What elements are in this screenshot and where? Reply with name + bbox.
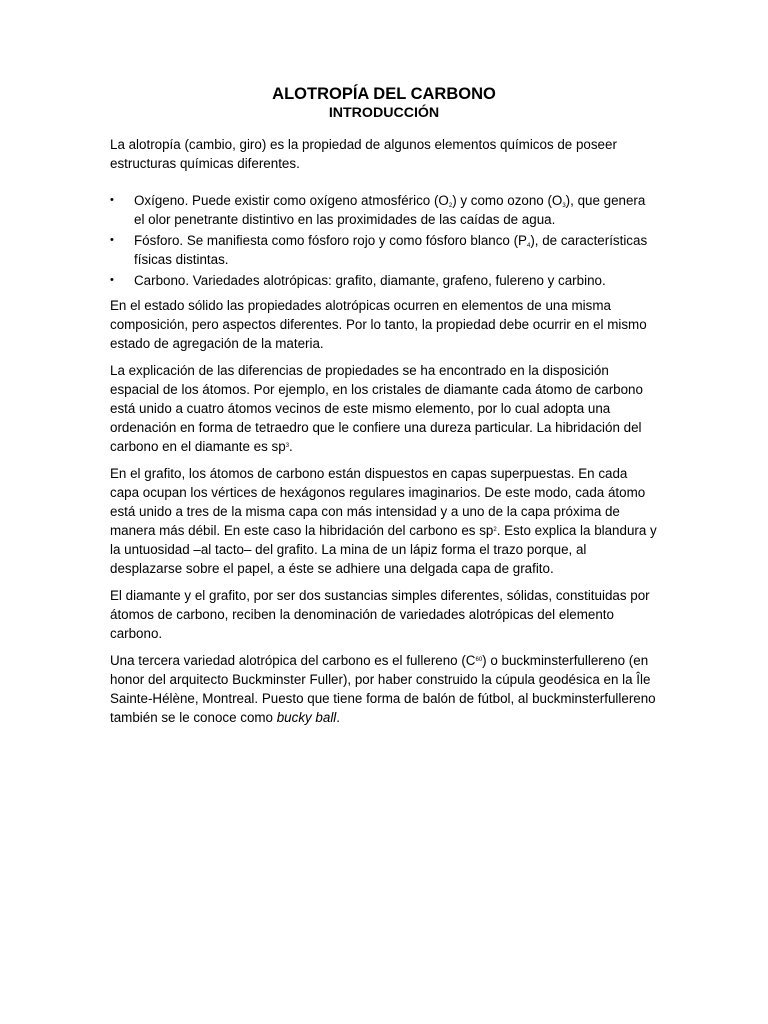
document-page: [110, 84, 658, 735]
list-item-phosphorus: [110, 231, 658, 269]
list-item-carbon: [110, 271, 658, 290]
phosphorus-text-2: ), de características físicas distintas.: [134, 233, 648, 267]
graphite-text-1: En el grafito, los átomos de carbono están dispuestos en capas superpuestas. En cada capa ocupan los vértices de hexágonos regulares imaginarios. De este modo, cada átomo está unido a tres de la misma capa con más intensidad y a uno de la capa próxima de manera más débil. En este caso la hibridación del carbono es sp: [110, 466, 646, 538]
superscript: 60: [475, 657, 483, 663]
diamond-graphite-paragraph: El diamante y el grafito, por ser dos sustancias simples diferentes, sólidas, constituidas por átomos de carbono, reciben la denominación de variedades alotrópicas del elemento carbono.: [110, 588, 650, 641]
graphite-text-2: . Esto explica la blandura y la untuosidad –al tacto– del grafito. La mina de un lápiz forma el trazo porque, al desplazarse sobre el papel, a éste se adhiere una delgada capa de grafito.: [110, 523, 657, 576]
oxygen-text-3: ), que genera el olor penetrante distintivo en las proximidades de las caídas de agua.: [134, 193, 646, 227]
graphite-paragraph: [110, 464, 658, 578]
allotrope-list: [110, 191, 658, 290]
explanation-end: .: [289, 439, 293, 454]
intro-paragraph: La alotropía (cambio, giro) es la propiedad de algunos elementos químicos de poseer estructuras químicas diferentes.: [110, 137, 617, 171]
explanation-paragraph: [110, 361, 658, 456]
explanation-text: La explicación de las diferencias de propiedades se ha encontrado en la disposición espacial de los átomos. Por ejemplo, en los cristales de diamante cada átomo de carbono está unido a cuatro átomos vecinos de este mismo elemento, por lo cual adopta una ordenación en forma de tetraedro que le confiere una dureza particular. La hibridación del carbono en el diamante es sp: [110, 363, 643, 454]
fullerene-paragraph: [110, 651, 658, 727]
fullerene-text-2: ) o buckminsterfullereno (en honor del arquitecto Buckminster Fuller), por haber construido la cúpula geodésica en la Île Sainte-Hélène, Montreal. Puesto que tiene forma de balón de fútbol, al buckminsterfullereno también se le conoce como: [110, 653, 656, 725]
oxygen-text-2: ) y como ozono (O: [452, 193, 563, 208]
list-item-oxygen: [110, 191, 658, 229]
fullerene-text-3: .: [336, 710, 341, 725]
subscript: 2: [448, 203, 453, 209]
bullet-icon: •: [110, 194, 114, 206]
bullet-icon: •: [110, 274, 114, 286]
bullet-icon: •: [110, 234, 114, 246]
fullerene-text-1: Una tercera variedad alotrópica del carbono es el fullereno (C: [110, 653, 476, 668]
phosphorus-text-1: Fósforo. Se manifiesta como fósforo rojo y como fósforo blanco (P: [134, 233, 527, 248]
carbon-text: Carbono. Variedades alotrópicas: grafito, diamante, grafeno, fulereno y carbino.: [134, 273, 606, 288]
superscript: 2: [493, 527, 497, 533]
section-heading-introduccion: INTRODUCCIÓN: [328, 105, 440, 121]
document-title: ALOTROPÍA DEL CARBONO: [272, 85, 496, 103]
superscript: 3: [285, 443, 290, 449]
oxygen-text-1: Oxígeno. Puede existir como oxígeno atmosférico (O: [134, 193, 449, 208]
subscript: 3: [562, 203, 566, 209]
bucky-ball-term: bucky ball: [276, 710, 337, 725]
subscript: 4: [526, 243, 531, 249]
solid-state-paragraph: En el estado sólido las propiedades alotrópicas ocurren en elementos de una misma composición, pero aspectos diferentes. Por lo tanto, la propiedad debe ocurrir en el mismo estado de agregación de la materia.: [110, 298, 647, 351]
